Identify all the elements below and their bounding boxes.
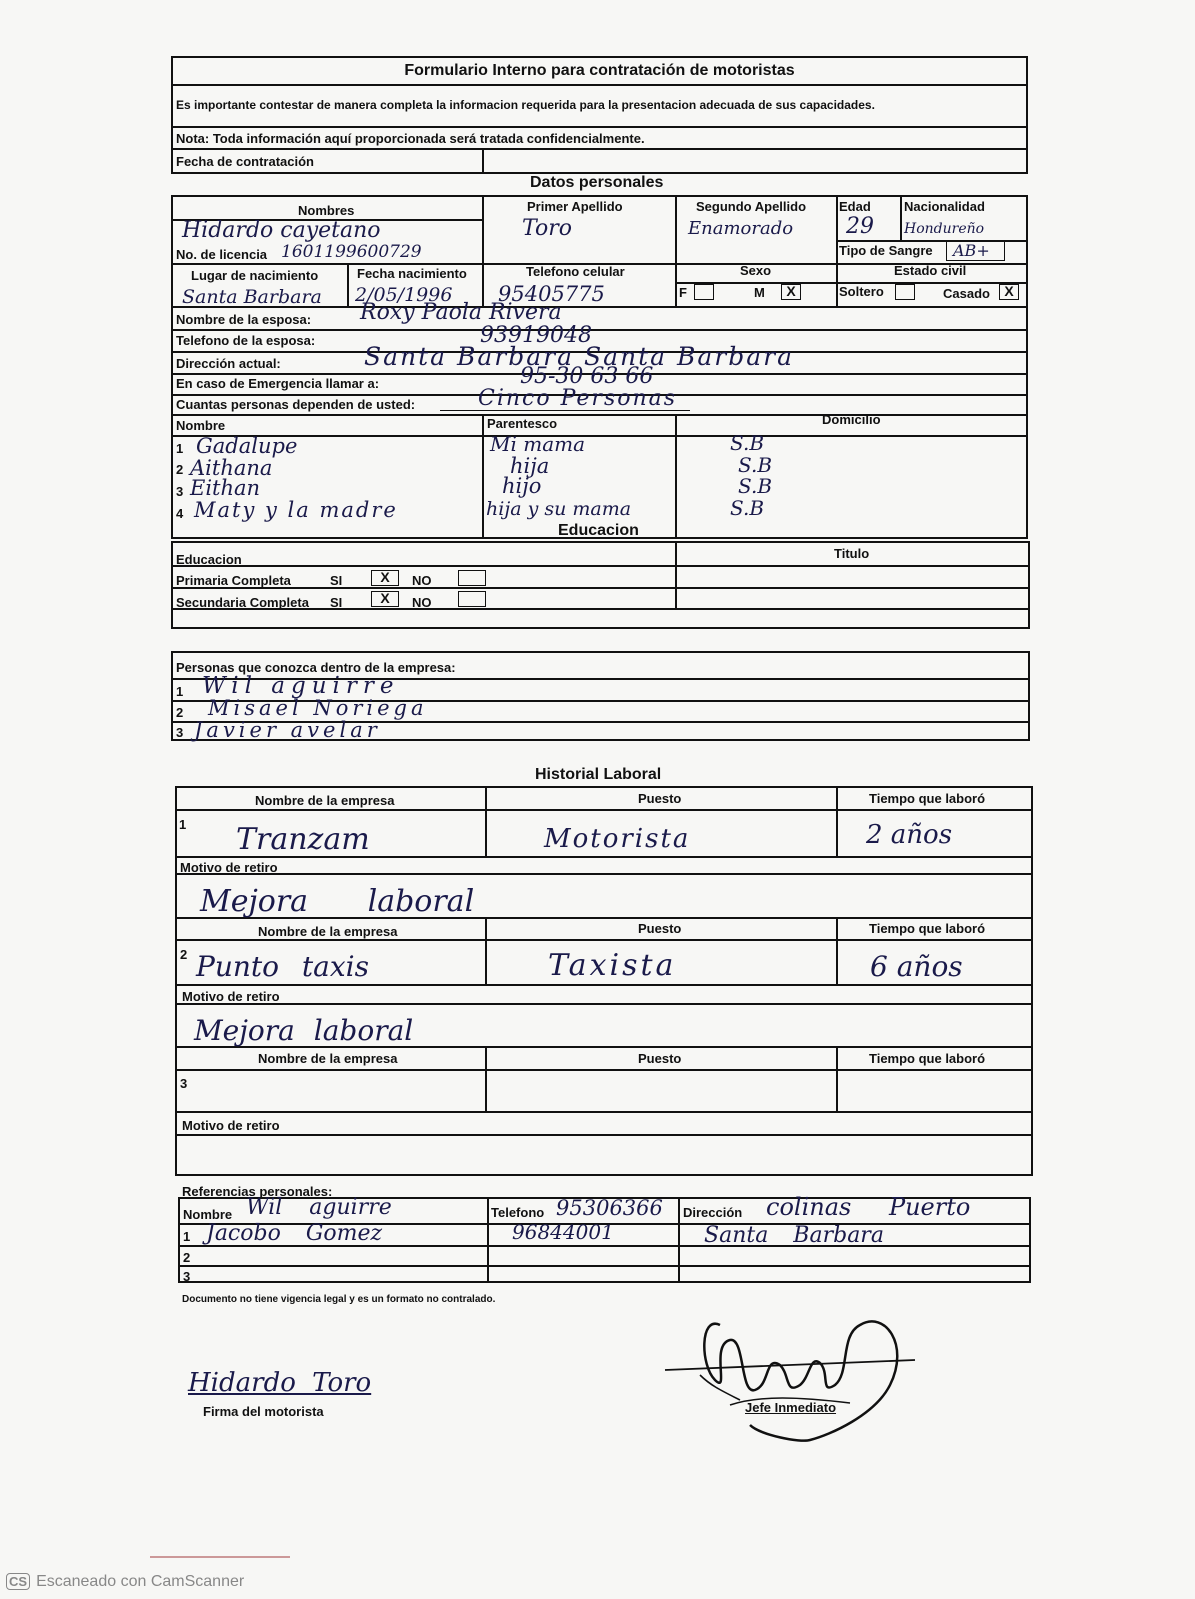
education-level-label: Primaria Completa <box>176 573 291 588</box>
label-tel-esposa: Telefono de la esposa: <box>176 333 316 348</box>
label-sexo-m: M <box>754 285 765 300</box>
job-num: 1 <box>179 817 187 832</box>
contact-name: Misael Noriega <box>208 696 428 720</box>
dependent-parentesco: hija <box>510 454 550 478</box>
dependent-num: 1 <box>176 441 184 456</box>
reference-num: 1 <box>183 1229 191 1244</box>
dependent-name: Eithan <box>190 476 261 500</box>
no-label: NO <box>412 573 432 588</box>
label-segundo-apellido: Segundo Apellido <box>696 199 807 214</box>
label-emergencia: En caso de Emergencia llamar a: <box>176 376 380 391</box>
value-primer-apellido: Toro <box>522 216 572 241</box>
dependent-domicilio: S.B <box>730 431 765 455</box>
label-esposa: Nombre de la esposa: <box>176 312 312 327</box>
job-tiempo: 2 años <box>866 820 953 850</box>
value-fecha-nacimiento: 2/05/1996 <box>355 284 453 306</box>
job-puesto-label: Puesto <box>638 1051 682 1066</box>
boss-signature-label: Jefe Inmediato <box>745 1400 837 1415</box>
reference-first-telefono: 95306366 <box>556 1196 663 1220</box>
job-puesto: Taxista <box>548 948 677 983</box>
label-licencia: No. de licencia <box>176 247 268 262</box>
checkbox-secundaria-no[interactable] <box>458 591 486 607</box>
checkbox-casado[interactable]: X <box>999 284 1019 300</box>
scanner-text: Escaneado con CamScanner <box>36 1573 245 1590</box>
job-motivo-label: Motivo de retiro <box>182 1118 280 1133</box>
form-title: Formulario Interno para contratación de motoristas <box>404 62 795 79</box>
label-fecha-nacimiento: Fecha nacimiento <box>357 266 467 281</box>
dependent-num: 4 <box>176 506 184 521</box>
job-motivo: Mejora laboral <box>200 884 475 919</box>
driver-signature: Hidardo Toro <box>188 1368 372 1398</box>
checkbox-primaria-si[interactable]: X <box>371 570 399 586</box>
driver-signature-label: Firma del motorista <box>203 1404 324 1419</box>
checkbox-sexo-m[interactable]: X <box>781 284 801 300</box>
label-sexo: Sexo <box>740 263 772 278</box>
reference-direccion: Santa Barbara <box>704 1223 884 1248</box>
dependent-domicilio: S.B <box>738 474 773 498</box>
label-sexo-f: F <box>679 285 687 300</box>
value-nombres: Hidardo cayetano <box>182 218 381 243</box>
reference-num: 2 <box>183 1250 191 1265</box>
job-tiempo-label: Tiempo que laboró <box>869 791 986 806</box>
work-section-title: Historial Laboral <box>535 766 662 783</box>
job-empresa-label: Nombre de la empresa <box>255 793 395 808</box>
job-empresa-label: Nombre de la empresa <box>258 1051 398 1066</box>
disclaimer-text: Documento no tiene vigencia legal y es un formato no contralado. <box>182 1294 496 1305</box>
value-edad: 29 <box>846 214 874 239</box>
value-licencia: 1601199600729 <box>281 242 422 262</box>
dependents-header-parentesco: Parentesco <box>487 416 558 431</box>
reference-nombre: Jacobo Gomez <box>206 1221 383 1246</box>
job-puesto-label: Puesto <box>638 921 682 936</box>
reference-nombre-label: Nombre <box>183 1207 233 1222</box>
value-nacionalidad: Hondureño <box>904 221 985 237</box>
job-num: 2 <box>180 947 188 962</box>
value-emergencia: 95-30 63 66 <box>520 364 654 389</box>
dependent-name: Aithana <box>190 456 273 480</box>
label-casado: Casado <box>943 286 990 301</box>
reference-num: 3 <box>183 1269 191 1284</box>
job-tiempo: 6 años <box>870 950 963 983</box>
dependent-num: 2 <box>176 462 184 477</box>
education-label: Educacion <box>176 552 242 567</box>
si-label: SI <box>330 595 343 610</box>
dependent-name: Gadalupe <box>196 434 298 458</box>
value-tel-esposa: 93919048 <box>480 323 592 348</box>
label-lugar-nacimiento: Lugar de nacimiento <box>191 268 319 283</box>
references-label: Referencias personales: <box>182 1184 333 1199</box>
dependent-parentesco: hija y su mama <box>486 498 632 520</box>
dependent-parentesco: hijo <box>502 474 542 498</box>
job-empresa: Punto taxis <box>196 950 369 983</box>
education-section-title: Educacion <box>558 522 639 539</box>
intro-text: Es importante contestar de manera completa la informacion requerida para la presentacion adecuada de sus capacidades. <box>176 98 875 112</box>
contact-num: 2 <box>176 705 184 720</box>
job-empresa-label: Nombre de la empresa <box>258 924 398 939</box>
checkbox-sexo-f[interactable] <box>694 284 714 300</box>
education-box <box>171 541 1030 629</box>
no-label: NO <box>412 595 432 610</box>
si-label: SI <box>330 573 343 588</box>
job-num: 3 <box>180 1076 188 1091</box>
reference-telefono-label: Telefono <box>491 1205 545 1220</box>
contact-name: Javier avelar <box>194 718 381 742</box>
dependent-num: 3 <box>176 484 184 499</box>
value-direccion: Santa Barbara Santa Barbara <box>364 342 794 371</box>
label-tipo-sangre: Tipo de Sangre <box>839 243 933 258</box>
reference-telefono: 96844001 <box>512 1220 614 1244</box>
job-motivo-label: Motivo de retiro <box>182 989 280 1004</box>
job-empresa: Tranzam <box>236 822 370 857</box>
checkbox-soltero[interactable] <box>895 284 915 300</box>
label-soltero: Soltero <box>839 284 884 299</box>
label-estado-civil: Estado civil <box>894 263 967 278</box>
job-tiempo-label: Tiempo que laboró <box>869 1051 986 1066</box>
label-primer-apellido: Primer Apellido <box>527 199 623 214</box>
contact-name: Wil aguirre <box>202 673 400 699</box>
education-titulo-label: Titulo <box>834 546 870 561</box>
value-dependientes: Cinco Personas <box>478 386 678 411</box>
value-telefono-celular: 95405775 <box>498 282 605 306</box>
reference-first-direccion: colinas Puerto <box>766 1193 971 1221</box>
confidential-note: Nota: Toda información aquí proporcionada será tratada confidencialmente. <box>176 131 645 146</box>
value-esposa: Roxy Paola Rivera <box>360 300 562 325</box>
checkbox-secundaria-si[interactable]: X <box>371 591 399 607</box>
dependents-header-nombre: Nombre <box>176 418 226 433</box>
job-motivo: Mejora laboral <box>194 1014 414 1047</box>
job-puesto: Motorista <box>544 824 691 854</box>
label-nombres: Nombres <box>298 203 355 218</box>
label-nacionalidad: Nacionalidad <box>904 199 985 214</box>
job-tiempo-label: Tiempo que laboró <box>869 921 986 936</box>
scan-artifact-line <box>150 1556 290 1558</box>
label-edad: Edad <box>839 199 871 214</box>
job-motivo-label: Motivo de retiro <box>180 860 278 875</box>
reference-direccion-label: Dirección <box>683 1205 743 1220</box>
hire-date-label: Fecha de contratación <box>176 154 314 169</box>
personal-section-title: Datos personales <box>530 174 664 191</box>
contacts-label: Personas que conozca dentro de la empresa: <box>176 660 456 675</box>
contact-num: 1 <box>176 684 184 699</box>
dependent-parentesco: Mi mama <box>490 432 586 456</box>
dependents-header-domicilio: Domicilio <box>822 412 881 427</box>
contact-num: 3 <box>176 725 184 740</box>
value-tipo-sangre: AB+ <box>946 240 1005 261</box>
value-segundo-apellido: Enamorado <box>688 218 794 239</box>
checkbox-primaria-no[interactable] <box>458 570 486 586</box>
education-level-label: Secundaria Completa <box>176 595 309 610</box>
value-lugar-nacimiento: Santa Barbara <box>182 286 322 308</box>
reference-first-nombre: Wil aguirre <box>246 1195 392 1220</box>
scanner-watermark <box>6 1573 244 1591</box>
dependent-domicilio: S.B <box>738 453 773 477</box>
dependent-domicilio: S.B <box>730 496 765 520</box>
boss-signature-scribble <box>660 1285 920 1455</box>
job-puesto-label: Puesto <box>638 791 682 806</box>
camscanner-logo-icon: CS <box>6 1573 30 1590</box>
dependent-name: Maty y la madre <box>194 498 398 522</box>
label-direccion: Dirección actual: <box>176 356 281 371</box>
label-dependientes: Cuantas personas dependen de usted: <box>176 397 416 412</box>
label-telefono-celular: Telefono celular <box>526 264 625 279</box>
